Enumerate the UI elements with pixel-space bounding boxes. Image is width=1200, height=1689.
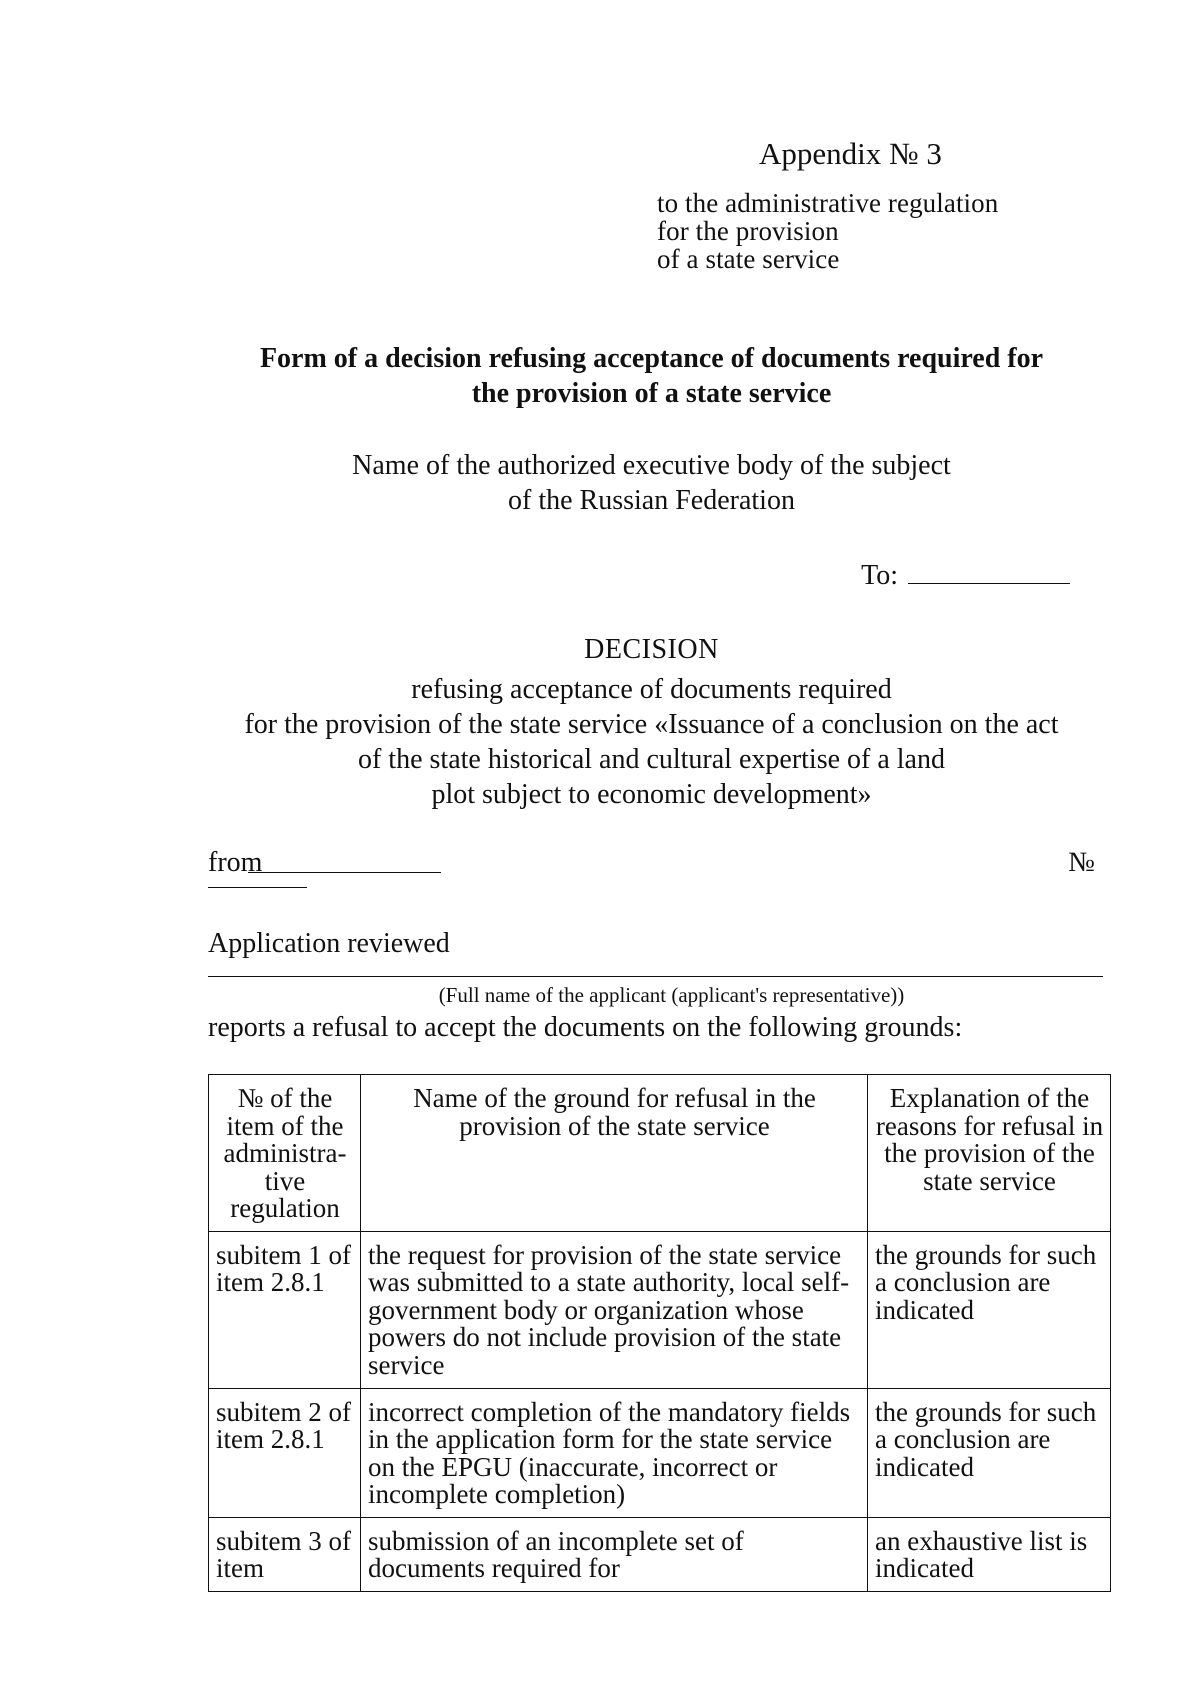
date-blank-line (248, 872, 441, 873)
authority-line: Name of the authorized executive body of the subject (352, 450, 951, 482)
number-label: № (1068, 847, 1095, 879)
table-cell-ground: incorrect completion of the mandatory fields in the application form for the state service on the EPGU (inaccurate, incorrect or incomplete completion) (361, 1388, 868, 1517)
table-cell-item: subitem 3 of item (209, 1517, 361, 1591)
form-title (208, 341, 1095, 413)
table-cell-item: subitem 1 of item 2.8.1 (209, 1231, 361, 1388)
decision-subtitle-line: refusing acceptance of documents required (411, 674, 892, 706)
table-row (209, 1517, 1111, 1591)
appendix-line: for the provision (657, 215, 839, 246)
applicant-blank-line (208, 976, 1103, 977)
table-cell-ground: submission of an incomplete set of documents required for (361, 1517, 868, 1591)
appendix-line: to the administrative regulation (657, 187, 999, 218)
table-row (209, 1388, 1111, 1517)
refusal-statement: reports a refusal to accept the documents on the following grounds: (208, 1012, 963, 1044)
table-cell-ground: the request for provision of the state service was submitted to a state authority, local self-government body or organization whose powers do not include provision of the state service (361, 1231, 868, 1388)
authority-name (208, 448, 1095, 518)
decision-subtitle-line: for the provision of the state service «Issuance of a conclusion on the act (244, 709, 1059, 741)
decision-subtitle (208, 672, 1095, 812)
table-header-item-number: № of the item of the administrative regulation (209, 1075, 361, 1232)
appendix-block (657, 138, 1077, 274)
table-cell-explanation: an exhaustive list is indicated (868, 1517, 1111, 1591)
recipient-label: To: (861, 560, 898, 592)
appendix-line: of a state service (657, 244, 840, 275)
recipient-blank-line (908, 583, 1070, 584)
number-blank-line (208, 887, 307, 888)
table-header-explanation: Explanation of the reasons for refusal in the provision of the state service (868, 1075, 1111, 1232)
table-header-ground-name: Name of the ground for refusal in the provision of the state service (361, 1075, 868, 1232)
table-header-row (209, 1075, 1111, 1232)
refusal-reasons-table (208, 1074, 1111, 1592)
form-title-line: Form of a decision refusing acceptance of documents required for (259, 342, 1044, 374)
date-label: from (208, 847, 263, 879)
table-cell-item: subitem 2 of item 2.8.1 (209, 1388, 361, 1517)
decision-subtitle-line: of the state historical and cultural expertise of a land (357, 744, 945, 776)
table-row (209, 1231, 1111, 1388)
appendix-number: Appendix № 3 (759, 136, 942, 171)
date-number-row (208, 847, 1095, 881)
table-cell-explanation: the grounds for such a conclusion are indicated (868, 1231, 1111, 1388)
decision-title: DECISION (584, 634, 719, 666)
reviewed-label: Application reviewed (208, 928, 450, 960)
table-cell-explanation: the grounds for such a conclusion are indicated (868, 1388, 1111, 1517)
authority-line: of the Russian Federation (508, 485, 795, 517)
decision-subtitle-line: plot subject to economic development» (431, 779, 872, 811)
applicant-caption: (Full name of the applicant (applicant's representative)) (438, 983, 905, 1008)
form-title-line: the provision of a state service (471, 378, 832, 410)
recipient-row (208, 560, 1095, 592)
